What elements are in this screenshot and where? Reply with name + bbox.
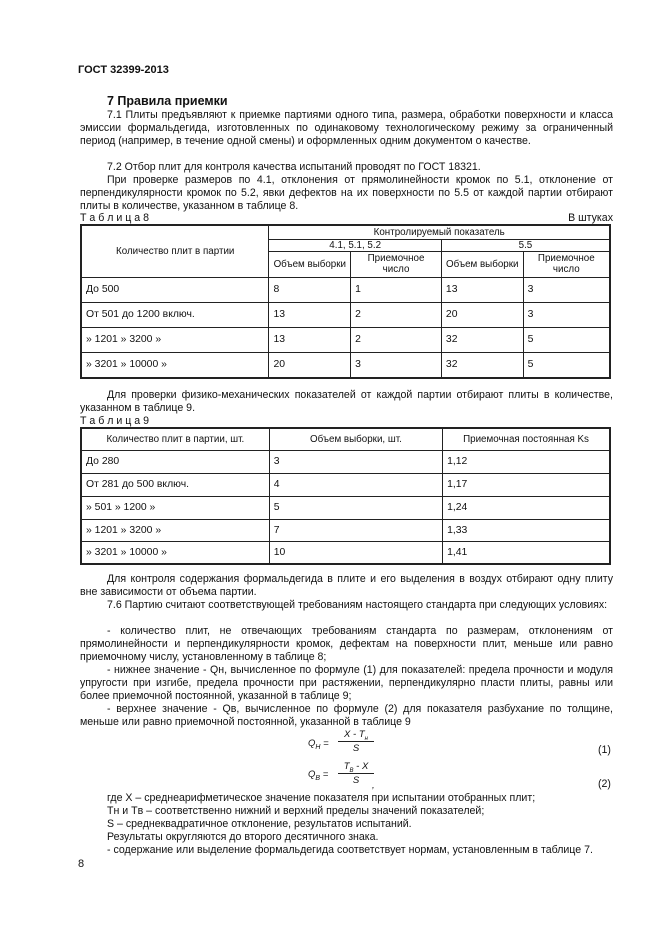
page-number: 8 — [78, 858, 85, 870]
table8-header-acc-a: Приемочное число — [351, 251, 442, 277]
table-cell: 13 — [269, 327, 351, 352]
table-cell: 5 — [523, 327, 610, 352]
table-cell: 1,41 — [443, 541, 610, 564]
table-row — [81, 496, 610, 519]
table-cell: » 501 » 1200 » — [81, 496, 269, 519]
table-cell: 5 — [269, 496, 442, 519]
table-cell: 3 — [351, 352, 442, 378]
formula2-denominator: S — [352, 775, 360, 786]
formula1-denominator: S — [352, 743, 360, 754]
section-title: 7 Правила приемки — [107, 94, 228, 108]
table-cell: 4 — [269, 473, 442, 496]
table8-header-qty: Количество плит в партии — [81, 225, 269, 277]
table9-header-vol: Объем выборки, шт. — [269, 428, 442, 450]
document-id: ГОСТ 32399-2013 — [78, 64, 169, 76]
paragraph-7-2-cont: При проверке размеров по 4.1, отклонения от прямолинейности кромок по 5.1, отклонение от перпендикулярности кромок по 5.2, явки дефектов на их поверхности по 5.5 от каждой партии отбирают плиты в количестве, указанном в таблице 8. — [80, 174, 613, 212]
formula2-numerator: $T_В$ - X — [343, 761, 369, 774]
table-cell: 10 — [269, 541, 442, 564]
table-row — [81, 473, 610, 496]
table-8 — [80, 224, 611, 379]
formula1-numerator: X - $T_н$ — [344, 729, 368, 742]
table9-caption: Т а б л и ц а 9 — [80, 415, 149, 427]
condition-4: - содержание или выделение формальдегида соответствует нормам, установленным в таблице 7. — [107, 844, 593, 856]
table8-caption: Т а б л и ц а 8 — [80, 212, 149, 224]
table-cell: 1,17 — [443, 473, 610, 496]
table-cell: 2 — [351, 327, 442, 352]
table8-subheader-a: 4.1, 5.1, 5.2 — [269, 239, 441, 251]
table-row — [81, 277, 610, 302]
formula2-lhs: $Q_В$ = — [308, 769, 329, 782]
paragraph-7-2: 7.2 Отбор плит для контроля качества испытаний проводят по ГОСТ 18321. — [107, 161, 481, 173]
paragraph-7-1: 7.1 Плиты предъявляют к приемке партиями одного типа, размера, обработки поверхности и класса эмиссии формальдегида, изготовленных по одинаковому технологическому режиму за ограниченный период (например, в течение одной смены) и оформленных одним документом о качестве. — [80, 109, 613, 147]
table-cell: 13 — [441, 277, 523, 302]
table-cell: 3 — [269, 450, 442, 473]
formula1-label: (1) — [598, 744, 611, 756]
table-row — [81, 327, 610, 352]
table-cell: 20 — [269, 352, 351, 378]
condition-1: - количество плит, не отвечающих требованиям стандарта по размерам, отклонениям от прямолинейности и перпендикулярности кромок, дефектам на поверхности плит, меньше или равно приемочному числу, установленному в таблице 8; — [80, 625, 613, 663]
table8-header-vol-b: Объем выборки — [441, 251, 523, 277]
table-cell: » 3201 » 10000 » — [81, 352, 269, 378]
table-cell: » 1201 » 3200 » — [81, 519, 269, 541]
table9-header-ks: Приемочная постоянная Ks — [443, 428, 610, 450]
where-s: S – среднеквадратичное отклонение, результатов испытаний. — [107, 818, 412, 830]
table-row — [81, 519, 610, 541]
table-row — [81, 302, 610, 327]
formula1-lhs: $Q_Н$ = — [308, 738, 329, 751]
table-cell: 1,12 — [443, 450, 610, 473]
table-cell: » 3201 » 10000 » — [81, 541, 269, 564]
table-cell: 5 — [523, 352, 610, 378]
table8-unit: В штуках — [568, 212, 613, 224]
table-cell: » 1201 » 3200 » — [81, 327, 269, 352]
table-cell: 32 — [441, 352, 523, 378]
table8-header-vol-a: Объем выборки — [269, 251, 351, 277]
paragraph-table9-intro: Для проверки физико-механических показателей от каждой партии отбирают плиты в количестве, указанном в таблице 9. — [80, 389, 613, 414]
where-x: где X – среднеарифметическое значение показателя при испытании отобранных плит; — [107, 792, 536, 804]
condition-2: - нижнее значение - Qн, вычисленное по формуле (1) для показателей: предела прочности и модуля упругости при изгибе, предела прочности при растяжении, перпендикулярно пласти плиты, равны или более приемочной постоянной, указанной в таблице 9; — [80, 664, 613, 702]
table8-header-acc-b: Приемочное число — [523, 251, 610, 277]
formula2-comma: , — [372, 780, 375, 791]
table8-header-group: Контролируемый показатель — [269, 225, 610, 239]
table-cell: 1,33 — [443, 519, 610, 541]
table-cell: 32 — [441, 327, 523, 352]
table-cell: 1,24 — [443, 496, 610, 519]
table8-subheader-b: 5.5 — [441, 239, 610, 251]
condition-3: - верхнее значение - Qв, вычисленное по формуле (2) для показателя разбухание по толщине, меньше или равно приемочной постоянной, указанной в таблице 9 — [80, 703, 613, 728]
formula2-label: (2) — [598, 778, 611, 790]
table-cell: 7 — [269, 519, 442, 541]
table-cell: До 500 — [81, 277, 269, 302]
table-cell: 8 — [269, 277, 351, 302]
table-cell: 1 — [351, 277, 442, 302]
table-row — [81, 352, 610, 378]
table-cell: 2 — [351, 302, 442, 327]
table-cell: До 280 — [81, 450, 269, 473]
table-cell: От 501 до 1200 включ. — [81, 302, 269, 327]
table-cell: От 281 до 500 включ. — [81, 473, 269, 496]
table-row — [81, 541, 610, 564]
rounding-note: Результаты округляются до второго десятичного знака. — [107, 831, 379, 843]
table-cell: 3 — [523, 277, 610, 302]
table9-header-qty: Количество плит в партии, шт. — [81, 428, 269, 450]
table-cell: 3 — [523, 302, 610, 327]
where-t: Tн и Tв – соответственно нижний и верхний пределы значений показателей; — [107, 805, 485, 817]
table-cell: 20 — [441, 302, 523, 327]
paragraph-7-6: 7.6 Партию считают соответствующей требованиям настоящего стандарта при следующих условиях: — [107, 599, 608, 611]
table-cell: 13 — [269, 302, 351, 327]
table-9 — [80, 427, 611, 565]
table-row — [81, 450, 610, 473]
paragraph-formaldehyde: Для контроля содержания формальдегида в плите и его выделения в воздух отбирают одну плиту вне зависимости от объема партии. — [80, 573, 613, 598]
